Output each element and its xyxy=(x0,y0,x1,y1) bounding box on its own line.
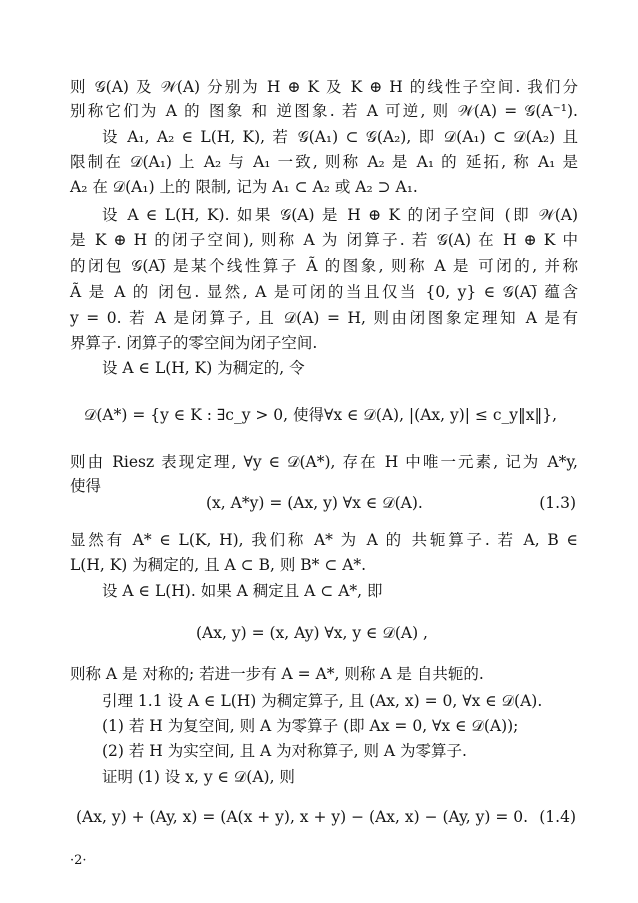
text-line-16: L(H, K) 为稠定的, 且 A ⊂ B, 则 B* ⊂ A*. xyxy=(70,556,367,574)
text-line-11: 界算子. 闭算子的零空间为闭子空间. xyxy=(70,334,318,352)
text-line-7: 是 K ⊕ H 的闭子空间), 则称 A 为 闭算子. 若 𝒢(A) 在 H ⊕ K 中 xyxy=(70,231,578,249)
lemma-item-1: (1) 若 H 为复空间, 则 A 为零算子 (即 Ax = 0, ∀x ∈ 𝒟(A)); xyxy=(102,717,519,735)
equation-1-4: (Ax, y) + (Ay, x) = (A(x + y), x + y) − (Ax, x) − (Ay, y) = 0. xyxy=(76,808,529,826)
lemma-1-1: 引理 1.1 设 A ∈ L(H) 为稠定算子, 且 (Ax, x) = 0, ∀x ∈ 𝒟(A). xyxy=(102,692,543,710)
text-line-17: 设 A ∈ L(H). 如果 A 稠定且 A ⊂ A*, 即 xyxy=(102,582,383,600)
text-line-2: 别称它们为 A 的 图象 和 逆图象. 若 A 可逆, 则 𝒲(A) = 𝒢(A⁻¹). xyxy=(70,102,578,120)
text-line-9: Ã 是 A 的 闭包. 显然, A 是可闭的当且仅当 {0, y} ∈ 𝒢(A)̅ 蕴含 xyxy=(70,283,578,301)
text-line-10: y = 0. 若 A 是闭算子, 且 𝒟(A) = H, 则由闭图象定理知 A 是有 xyxy=(70,309,578,327)
text-line-12: 设 A ∈ L(H, K) 为稠定的, 令 xyxy=(102,359,305,377)
text-line-8: 的闭包 𝒢(A)̅ 是某个线性算子 Ã 的图象, 则称 A 是 可闭的, 并称 xyxy=(70,257,578,275)
equation-number-1-4: (1.4) xyxy=(539,808,576,826)
text-line-14: 使得 xyxy=(70,477,102,495)
text-line-4: 限制在 𝒟(A₁) 上 A₂ 与 A₁ 一致, 则称 A₂ 是 A₁ 的 延拓, 称 A₁ 是 xyxy=(70,153,578,171)
equation-number-1-3: (1.3) xyxy=(539,494,576,512)
text-line-15: 显然有 A* ∈ L(K, H), 我们称 A* 为 A 的 共轭算子. 若 A, B ∈ xyxy=(70,531,578,549)
equation-domain-adjoint: 𝒟(A*) = {y ∈ K : ∃c_y > 0, 使得∀x ∈ 𝒟(A), |(Ax, y)| ≤ c_y‖x‖}, xyxy=(84,406,558,424)
lemma-item-2: (2) 若 H 为实空间, 且 A 为对称算子, 则 A 为零算子. xyxy=(102,742,467,760)
text-line-6: 设 A ∈ L(H, K). 如果 𝒢(A) 是 H ⊕ K 的闭子空间 (即 𝒲(A) xyxy=(102,206,578,224)
text-line-3: 设 A₁, A₂ ∈ L(H, K), 若 𝒢(A₁) ⊂ 𝒢(A₂), 即 𝒟(A₁) ⊂ 𝒟(A₂) 且 xyxy=(102,128,578,146)
text-line-1: 则 𝒢(A) 及 𝒲(A) 分别为 H ⊕ K 及 K ⊕ H 的线性子空间. 我们分 xyxy=(70,78,578,96)
equation-symmetric: (Ax, y) = (x, Ay) ∀x, y ∈ 𝒟(A) , xyxy=(196,624,428,642)
equation-1-3: (x, A*y) = (Ax, y) ∀x ∈ 𝒟(A). xyxy=(206,494,423,512)
page-number: ·2· xyxy=(70,853,87,868)
proof-start: 证明 (1) 设 x, y ∈ 𝒟(A), 则 xyxy=(102,768,295,786)
text-line-13: 则由 Riesz 表现定理, ∀y ∈ 𝒟(A*), 存在 H 中唯一元素, 记为 A*y, xyxy=(70,453,578,471)
text-line-18: 则称 A 是 对称的; 若进一步有 A = A*, 则称 A 是 自共轭的. xyxy=(70,665,484,683)
text-line-5: A₂ 在 𝒟(A₁) 上的 限制, 记为 A₁ ⊂ A₂ 或 A₂ ⊃ A₁. xyxy=(70,178,418,196)
